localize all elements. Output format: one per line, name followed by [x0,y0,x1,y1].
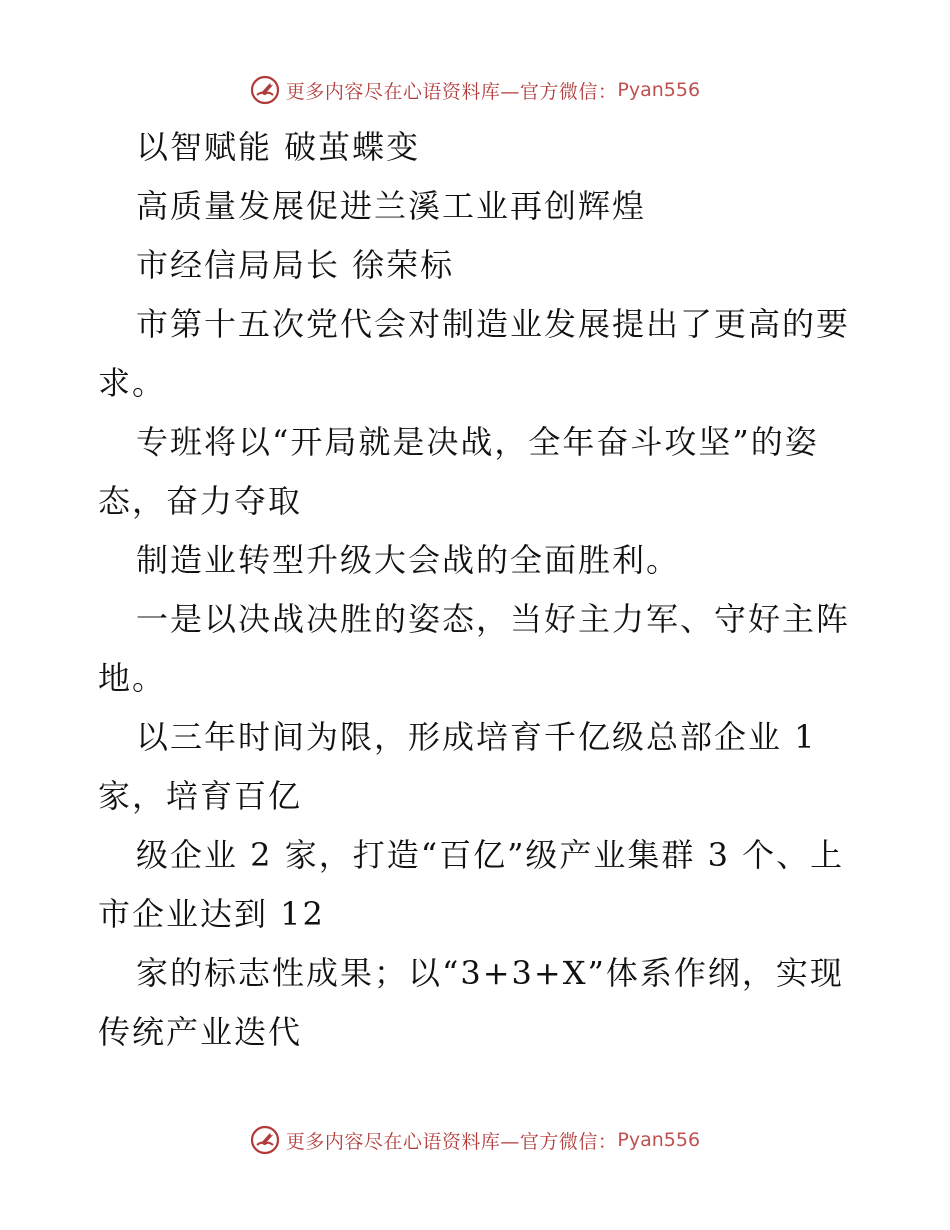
footer-banner [0,1122,950,1158]
paragraph: 专班将以“开局就是决战，全年奋斗攻坚”的姿态，奋力夺取 [98,423,819,520]
wechat-id: Pyan556 [617,1129,701,1151]
wechat-id: Pyan556 [617,79,701,101]
document-body [98,118,858,1062]
book-pen-logo-icon [250,75,280,105]
paragraph: 家的标志性成果；以“3+3+X”体系作纲，实现传统产业迭代 [98,954,844,1051]
banner-text: 更多内容尽在心语资料库—官方微信： [285,1130,618,1153]
document-author: 市经信局局长 徐荣标 [136,246,455,284]
paragraph: 制造业转型升级大会战的全面胜利。 [136,541,681,579]
paragraph: 市第十五次党代会对制造业发展提出了更高的要求。 [98,305,851,402]
document-title-line-2: 高质量发展促进兰溪工业再创辉煌 [136,187,647,225]
paragraph: 级企业 2 家，打造“百亿”级产业集群 3 个、上市企业达到 12 [98,836,845,933]
header-banner [0,72,950,108]
document-title-line-1: 以智赋能 破茧蝶变 [136,128,421,166]
paragraph: 以三年时间为限，形成培育千亿级总部企业 1 家，培育百亿 [98,718,829,815]
banner-text: 更多内容尽在心语资料库—官方微信： [285,80,618,103]
book-pen-logo-icon [250,1125,280,1155]
paragraph: 一是以决战决胜的姿态，当好主力军、守好主阵地。 [98,600,851,697]
